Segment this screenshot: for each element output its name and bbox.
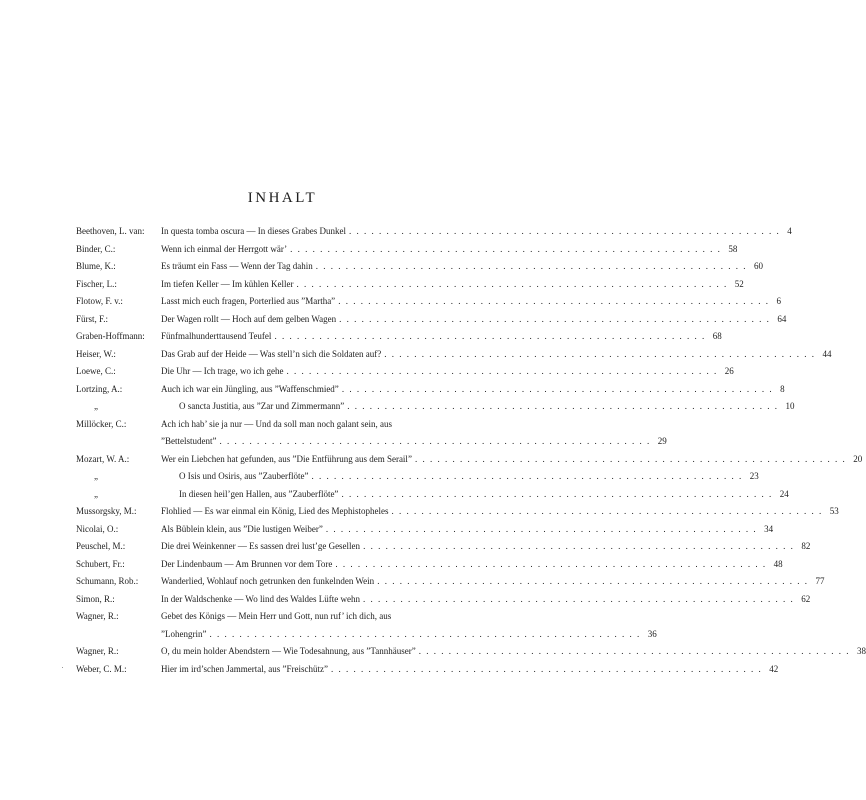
dot-leader: . . . . . . . . . . . . . . . . . . . . . . . . . . . . . . . . . . . . . . . . . . . . . . . . . . . . . . . . . .: [348, 226, 781, 236]
song-title: Fünfmalhunderttausend Teufel: [161, 331, 272, 341]
ditto-mark: „: [94, 488, 98, 499]
dot-leader: . . . . . . . . . . . . . . . . . . . . . . . . . . . . . . . . . . . . . . . . . . . . . . . . . . . . . . . . . .: [315, 261, 748, 271]
song-title: Als Büblein klein, aus ”Die lustigen Weiber”: [161, 523, 323, 534]
page-number: 23: [749, 471, 759, 481]
page-number: 42: [769, 663, 779, 674]
page-title: INHALT: [247, 190, 318, 206]
page-number: 68: [712, 331, 722, 341]
toc-row: [76, 436, 667, 454]
ditto-mark: „: [94, 471, 98, 481]
toc-entry: [161, 558, 783, 569]
dot-leader: . . . . . . . . . . . . . . . . . . . . . . . . . . . . . . . . . . . . . . . . . . . . . . . . . . . . . . . . . .: [330, 663, 763, 674]
song-title: In diesen heil’gen Hallen, aus ”Zauberflöte”: [179, 488, 339, 499]
toc-row: [76, 611, 462, 629]
toc-entry: [161, 576, 825, 586]
toc-entry: [161, 646, 866, 656]
toc-entry: [179, 488, 789, 499]
song-title: O, du mein holder Abendstern — Wie Todesahnung, aus ”Tannhäuser”: [161, 646, 416, 656]
toc-row: [76, 313, 787, 332]
page-speck: [62, 667, 63, 668]
composer-name: Beethoven, L. van:: [76, 226, 145, 236]
song-title: ”Lohengrin”: [161, 628, 207, 639]
toc-row: [76, 453, 863, 472]
dot-leader: . . . . . . . . . . . . . . . . . . . . . . . . . . . . . . . . . . . . . . . . . . . . . . . . . . . . . . . . . .: [341, 383, 774, 394]
composer-name: Loewe, C.:: [76, 366, 116, 376]
song-title: In questa tomba oscura — In dieses Grabes Dunkel: [161, 226, 346, 236]
song-title: ”Bettelstudent”: [161, 436, 217, 446]
toc-row: [76, 646, 866, 664]
page-number: 82: [801, 541, 811, 551]
dot-leader: . . . . . . . . . . . . . . . . . . . . . . . . . . . . . . . . . . . . . . . . . . . . . . . . . . . . . . . . . .: [347, 401, 779, 411]
toc-entry: [161, 541, 811, 551]
composer-name: Simon, R.:: [76, 593, 115, 604]
toc-entry: [179, 471, 759, 481]
composer-name: Blume, K.:: [76, 261, 116, 271]
dot-leader: . . . . . . . . . . . . . . . . . . . . . . . . . . . . . . . . . . . . . . . . . . . . . . . . . . . . . . . . . .: [341, 488, 773, 499]
dot-leader: . . . . . . . . . . . . . . . . . . . . . . . . . . . . . . . . . . . . . . . . . . . . . . . . . . . . . . . . . .: [418, 646, 850, 656]
toc-entry: [161, 663, 779, 674]
composer-name: Peuschel, M.:: [76, 541, 126, 551]
page-number: 8: [780, 383, 785, 394]
page-number: 24: [779, 488, 789, 499]
composer-name: Mussorgsky, M.:: [76, 506, 137, 516]
page-number: 60: [754, 261, 764, 271]
toc-row: [76, 541, 811, 559]
toc-entry: [161, 331, 722, 341]
toc-entry: [161, 419, 462, 429]
composer-name: Fischer, L.:: [76, 278, 117, 289]
toc-entry: [179, 401, 795, 411]
page-number: 44: [822, 348, 832, 359]
page-number: 53: [829, 506, 839, 516]
song-title: O sancta Justitia, aus ”Zar und Zimmermann”: [179, 401, 345, 411]
toc-entry: [161, 628, 657, 639]
toc-entry: [161, 506, 839, 516]
song-title: Im tiefen Keller — Im kühlen Keller: [161, 278, 294, 289]
toc-row: [76, 261, 764, 279]
composer-name: Lortzing, A.:: [76, 383, 123, 394]
toc-row: [76, 576, 825, 594]
dot-leader: . . . . . . . . . . . . . . . . . . . . . . . . . . . . . . . . . . . . . . . . . . . . . . . . . . . . . . . . . .: [338, 296, 770, 306]
dot-leader: . . . . . . . . . . . . . . . . . . . . . . . . . . . . . . . . . . . . . . . . . . . . . . . . . . . . . . . . . .: [325, 523, 758, 534]
song-title: Die drei Weinkenner — Es sassen drei lust’ge Gesellen: [161, 541, 361, 551]
toc-row: [76, 628, 657, 647]
song-title: Wer ein Liebchen hat gefunden, aus ”Die Entführung aus dem Serail”: [161, 453, 412, 464]
composer-name: Nicolai, O.:: [76, 523, 119, 534]
toc-row: [76, 348, 832, 367]
toc-row: [76, 471, 759, 489]
toc-entry: [161, 611, 462, 621]
toc-entry: [161, 453, 863, 464]
page-number: 10: [785, 401, 795, 411]
composer-name: Schumann, Rob.:: [76, 576, 139, 586]
toc-entry: [161, 436, 667, 446]
toc-row: [76, 383, 785, 402]
composer-name: Schubert, Fr.:: [76, 558, 125, 569]
toc-row: [76, 663, 779, 682]
toc-row: [76, 523, 774, 542]
page-number: 58: [728, 243, 738, 254]
composer-name: Weber, C. M.:: [76, 663, 127, 674]
toc-entry: [161, 296, 781, 306]
dot-leader: . . . . . . . . . . . . . . . . . . . . . . . . . . . . . . . . . . . . . . . . . . . . . . . . . . . . . . . . . .: [219, 436, 651, 446]
song-title: Das Grab auf der Heide — Was stell’n sich die Soldaten auf?: [161, 348, 382, 359]
song-title: Der Wagen rollt — Hoch auf dem gelben Wagen: [161, 313, 337, 324]
page-number: 64: [777, 313, 787, 324]
page-number: 20: [853, 453, 863, 464]
dot-leader: . . . . . . . . . . . . . . . . . . . . . . . . . . . . . . . . . . . . . . . . . . . . . . . . . . . . . . . . . .: [274, 331, 706, 341]
song-title: Gebet des Königs — Mein Herr und Gott, nun ruf’ ich dich, aus: [161, 611, 392, 621]
toc-row: [76, 331, 722, 349]
dot-leader: . . . . . . . . . . . . . . . . . . . . . . . . . . . . . . . . . . . . . . . . . . . . . . . . . . . . . . . . . .: [290, 243, 722, 254]
toc-entry: [161, 593, 811, 604]
toc-row: [76, 488, 789, 507]
song-title: Der Lindenbaum — Am Brunnen vor dem Tore: [161, 558, 333, 569]
table-of-contents: [76, 226, 866, 681]
page-number: 36: [647, 628, 657, 639]
toc-entry: [161, 243, 738, 254]
toc-row: [76, 593, 811, 612]
dot-leader: . . . . . . . . . . . . . . . . . . . . . . . . . . . . . . . . . . . . . . . . . . . . . . . . . . . . . . . . . .: [391, 506, 823, 516]
page-number: 52: [734, 278, 744, 289]
composer-name: Heiser, W.:: [76, 348, 116, 359]
toc-entry: [161, 313, 787, 324]
ditto-mark: „: [94, 401, 98, 411]
dot-leader: . . . . . . . . . . . . . . . . . . . . . . . . . . . . . . . . . . . . . . . . . . . . . . . . . . . . . . . . . .: [335, 558, 767, 569]
dot-leader: . . . . . . . . . . . . . . . . . . . . . . . . . . . . . . . . . . . . . . . . . . . . . . . . . . . . . . . . . .: [414, 453, 847, 464]
song-title: Hier im ird’schen Jammertal, aus ”Freischütz”: [161, 663, 328, 674]
composer-name: Binder, C.:: [76, 243, 116, 254]
dot-leader: . . . . . . . . . . . . . . . . . . . . . . . . . . . . . . . . . . . . . . . . . . . . . . . . . . . . . . . . . .: [286, 366, 718, 376]
dot-leader: . . . . . . . . . . . . . . . . . . . . . . . . . . . . . . . . . . . . . . . . . . . . . . . . . . . . . . . . . .: [377, 576, 809, 586]
toc-row: [76, 558, 783, 577]
toc-row: [76, 296, 781, 314]
song-title: Die Uhr — Ich trage, wo ich gehe: [161, 366, 284, 376]
dot-leader: . . . . . . . . . . . . . . . . . . . . . . . . . . . . . . . . . . . . . . . . . . . . . . . . . . . . . . . . . .: [311, 471, 743, 481]
dot-leader: . . . . . . . . . . . . . . . . . . . . . . . . . . . . . . . . . . . . . . . . . . . . . . . . . . . . . . . . . .: [363, 593, 795, 604]
composer-name: Wagner, R.:: [76, 646, 119, 656]
page-number: 6: [776, 296, 781, 306]
toc-entry: [161, 261, 764, 271]
composer-name: Graben-Hoffmann:: [76, 331, 145, 341]
toc-entry: [161, 278, 744, 289]
page-number: 77: [815, 576, 825, 586]
song-title: Lasst mich euch fragen, Porterlied aus ”Martha”: [161, 296, 336, 306]
page-number: 26: [724, 366, 734, 376]
toc-row: [76, 506, 839, 524]
composer-name: Millöcker, C.:: [76, 418, 127, 429]
page-number: 62: [801, 593, 811, 604]
toc-entry: [161, 348, 832, 359]
composer-name: Flotow, F. v.:: [76, 296, 123, 306]
song-title: Wenn ich einmal der Herrgott wär’: [161, 243, 288, 254]
page-number: 38: [856, 646, 866, 656]
dot-leader: . . . . . . . . . . . . . . . . . . . . . . . . . . . . . . . . . . . . . . . . . . . . . . . . . . . . . . . . . .: [339, 313, 771, 324]
toc-row: [76, 366, 734, 384]
dot-leader: . . . . . . . . . . . . . . . . . . . . . . . . . . . . . . . . . . . . . . . . . . . . . . . . . . . . . . . . . .: [363, 541, 795, 551]
toc-row: [76, 243, 738, 262]
page-number: 29: [657, 436, 667, 446]
toc-entry: [161, 226, 792, 236]
dot-leader: . . . . . . . . . . . . . . . . . . . . . . . . . . . . . . . . . . . . . . . . . . . . . . . . . . . . . . . . . .: [296, 278, 728, 289]
dot-leader: . . . . . . . . . . . . . . . . . . . . . . . . . . . . . . . . . . . . . . . . . . . . . . . . . . . . . . . . . .: [384, 348, 816, 359]
song-title: Flohlied — Es war einmal ein König, Lied des Mephistopheles: [161, 506, 389, 516]
composer-name: Wagner, R.:: [76, 611, 119, 621]
dot-leader: . . . . . . . . . . . . . . . . . . . . . . . . . . . . . . . . . . . . . . . . . . . . . . . . . . . . . . . . . .: [209, 628, 641, 639]
song-title: Es träumt ein Fass — Wenn der Tag dahin: [161, 261, 313, 271]
song-title: Ach ich hab’ sie ja nur — Und da soll man noch galant sein, aus: [161, 418, 393, 429]
toc-entry: [161, 366, 734, 376]
toc-row: [76, 419, 462, 437]
song-title: Auch ich war ein Jüngling, aus ”Waffenschmied”: [161, 383, 339, 394]
toc-row: [76, 278, 744, 297]
song-title: In der Waldschenke — Wo lind des Waldes Lüfte wehn: [161, 593, 361, 604]
page-number: 4: [787, 226, 792, 236]
page-number: 34: [764, 523, 774, 534]
composer-name: Fürst, F.:: [76, 313, 109, 324]
toc-entry: [161, 383, 785, 394]
song-title: Wanderlied, Wohlauf noch getrunken den funkelnden Wein: [161, 576, 375, 586]
page-number: 48: [773, 558, 783, 569]
composer-name: Mozart, W. A.:: [76, 453, 130, 464]
toc-row: [76, 226, 792, 244]
song-title: O Isis und Osiris, aus ”Zauberflöte”: [179, 471, 309, 481]
toc-row: [76, 401, 795, 419]
toc-entry: [161, 523, 774, 534]
